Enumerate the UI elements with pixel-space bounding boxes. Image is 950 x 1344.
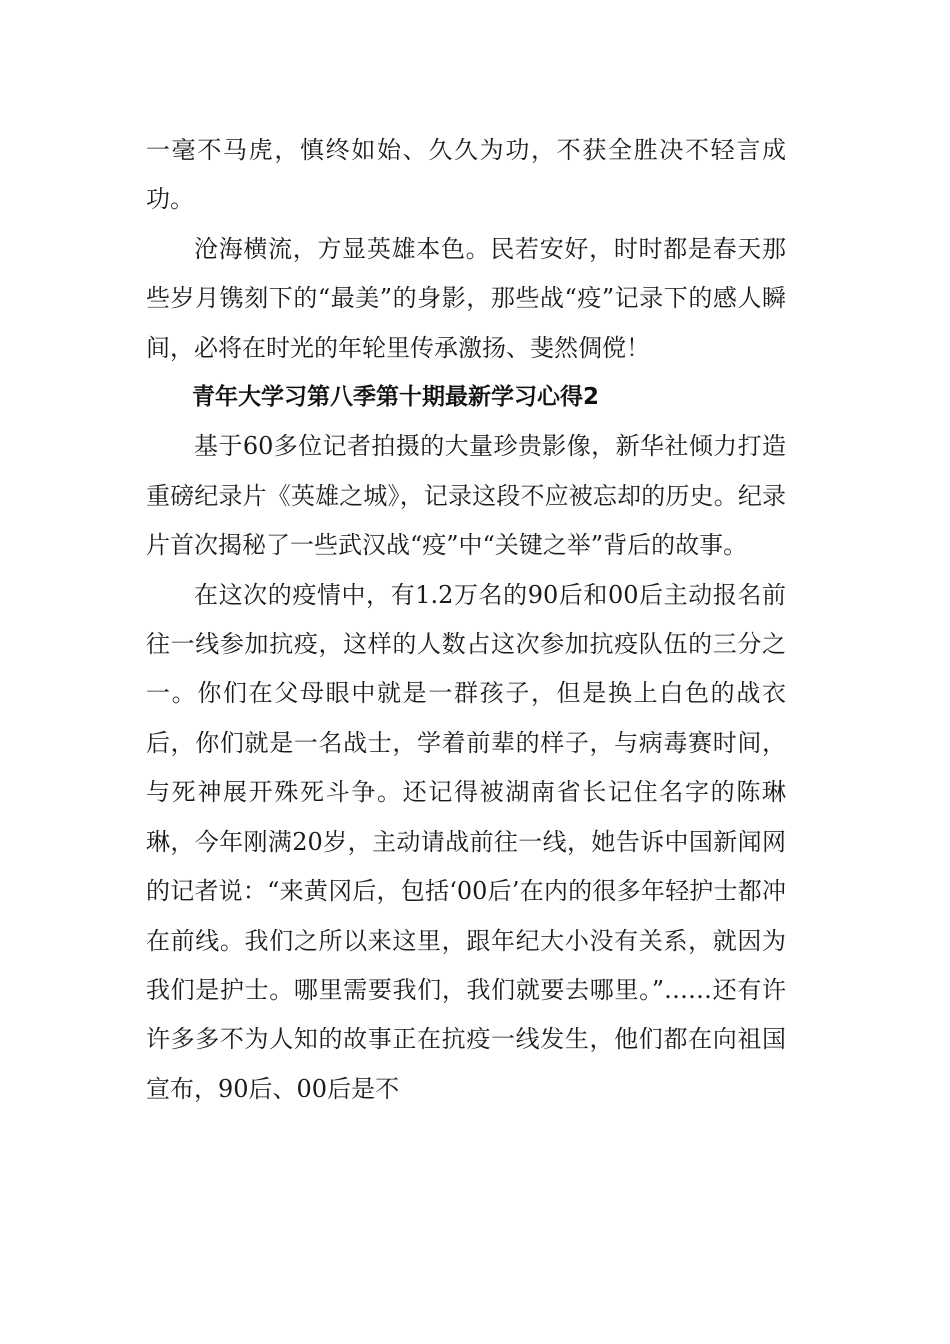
- paragraph-continuation: 一毫不马虎，慎终如始、久久为功，不获全胜决不轻言成功。: [146, 136, 786, 214]
- document-body: [146, 126, 786, 1114]
- paragraph-body: 沧海横流，方显英雄本色。民若安好，时时都是春天那些岁月镌刻下的“最美”的身影，那些战“疫”记录下的感人瞬间，必将在时光的年轮里传承激扬、斐然倜傥！: [146, 234, 786, 362]
- paragraph-body: 基于60多位记者拍摄的大量珍贵影像，新华社倾力打造重磅纪录片《英雄之城》，记录这段不应被忘却的历史。纪录片首次揭秘了一些武汉战“疫”中“关键之举”背后的故事。: [146, 432, 786, 560]
- section-heading: 青年大学习第八季第十期最新学习心得2: [192, 384, 600, 411]
- paragraph-body: 在这次的疫情中，有1.2万名的90后和00后主动报名前往一线参加抗疫，这样的人数占这次参加抗疫队伍的三分之一。你们在父母眼中就是一群孩子，但是换上白色的战衣后，你们就是一名战士，学着前辈的样子，与病毒赛时间，与死神展开殊死斗争。还记得被湖南省长记住名字的陈琳琳，今年刚满20岁，主动请战前往一线，她告诉中国新闻网的记者说：“来黄冈后，包括‘00后’在内的很多年轻护士都冲在前线。我们之所以来这里，跟年纪大小没有关系，就因为我们是护士。哪里需要我们，我们就要去哪里。”……还有许许多多不为人知的故事正在抗疫一线发生，他们都在向祖国宣布，90后、00后是不: [146, 580, 786, 1103]
